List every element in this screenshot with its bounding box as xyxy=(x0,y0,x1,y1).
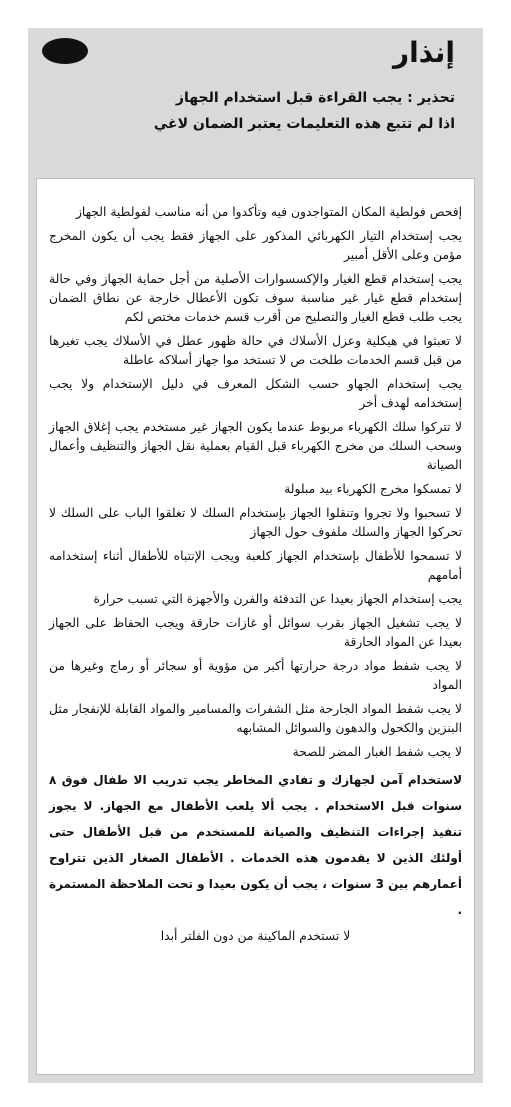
instructions-panel xyxy=(36,178,475,1075)
instruction-paragraph: لا تسحبوا ولا تجروا وتنقلوا الجهاز بإستخدام السلك لا تغلقوا الباب على السلك لا تحركوا الجهاز والسلك ملفوف حول الجهاز xyxy=(49,506,462,539)
filter-warning: لا تستخدم الماكينة من دون الفلتر أبدا xyxy=(160,929,351,943)
black-oval-badge xyxy=(42,38,88,64)
instruction-paragraph: لا تسمحوا للأطفال بإستخدام الجهاز كلعبة ويجب الإنتباه للأطفال أثناء إستخدامه أمامهم xyxy=(49,549,462,582)
warning-page xyxy=(28,28,483,1083)
instruction-paragraph: يجب إستخدام الجهاو حسب الشكل المعرف في دليل الإستخدام ولا يجب إستخدامه لهدف أخر xyxy=(49,377,462,410)
instruction-paragraph: لا يجب شفط المواد الجارحة مثل الشفرات والمسامير والمواد القابلة للإنفجار مثل البنزين والكحول والدهون والسوائل المشابهه xyxy=(49,702,462,735)
instructions-content xyxy=(49,203,462,951)
instruction-paragraph: لا تتركوا سلك الكهرباء مربوط عندما يكون الجهاز غير مستخدم يجب إغلاق الجهاز وسحب السلك من مخرج الكهرباء قبل القيام بعملية نقل الجهاز والتنظيف وأعمال الصيانة xyxy=(49,420,462,472)
instruction-paragraph: إفحص فولطية المكان المتواجدون فيه وتأكدوا من أنه مناسب لفولطية الجهاز xyxy=(75,205,462,219)
instruction-paragraph: لا تمسكوا مخرج الكهرباء بيد مبلولة xyxy=(284,482,462,496)
instruction-paragraph: لا يجب شفط الغبار المضر للصحة xyxy=(292,745,462,759)
instruction-paragraph: يجب إستخدام التيار الكهربائي المذكور على الجهاز فقط يجب أن يكون المخرج مؤمن وعلى الأقل أمبير xyxy=(49,229,462,262)
child-safety-notice: لاستخدام آمن لجهازك و تفادي المخاطر يجب تدريب الا طفال فوق ٨ سنوات قبل الاستخدام . يجب ألا يلعب الأطفال مع الجهاز. لا يجوز تنفيذ إجراءات التنظيف والصيانة للمستخدم من قبل الأطفال حتى أولئك الذين لا يقدمون هذه الخدمات . الأطفال الصغار الذين تتراوح أعمارهم بين 3 سنوات ، يجب أن يكون بعيدا و تحت الملاحظة المستمرة . xyxy=(49,773,462,917)
instruction-paragraph: لا تعبثوا في هيكلية وعزل الأسلاك في حالة ظهور عطل في الأسلاك يجب تغيرها من قبل قسم الخدمات طلخت ص لا تستخد موا جهاز أسلاكه عاطلة xyxy=(49,334,462,367)
warning-title: إنذار xyxy=(392,36,455,69)
warning-subtitle: تحذير : يجب القراءة قبل استخدام الجهاز xyxy=(175,90,455,106)
instruction-paragraph: يجب إستخدام الجهاز بعيدا عن التدفئة والفرن والأجهزة التي تسبب حرارة xyxy=(93,592,462,606)
warning-header xyxy=(28,28,483,170)
instruction-paragraph: لا يجب شفط مواد درجة حرارتها أكبر من مؤوية أو سجائر أو رماج وغيرها من المواد xyxy=(49,659,462,692)
instruction-paragraph: يجب إستخدام قطع الغيار والإكسسوارات الأصلية من أجل حماية الجهاز وفي حالة إستخدام قطع غيار غير مناسبة سوف تكون الأعطال خارجة عن نطاق الضمان يجب طلب قطع الغيار والتصليح من أقرب قسم خدمات مختص لكم xyxy=(49,272,462,324)
warranty-notice: اذا لم تتبع هذه التعليمات يعتبر الضمان لاغي xyxy=(153,116,455,132)
instruction-paragraph: لا يجب تشغيل الجهاز بقرب سوائل أو غازات حارقة ويجب الحفاظ على الجهاز بعيدا عن المواد الحارقة xyxy=(49,616,462,649)
